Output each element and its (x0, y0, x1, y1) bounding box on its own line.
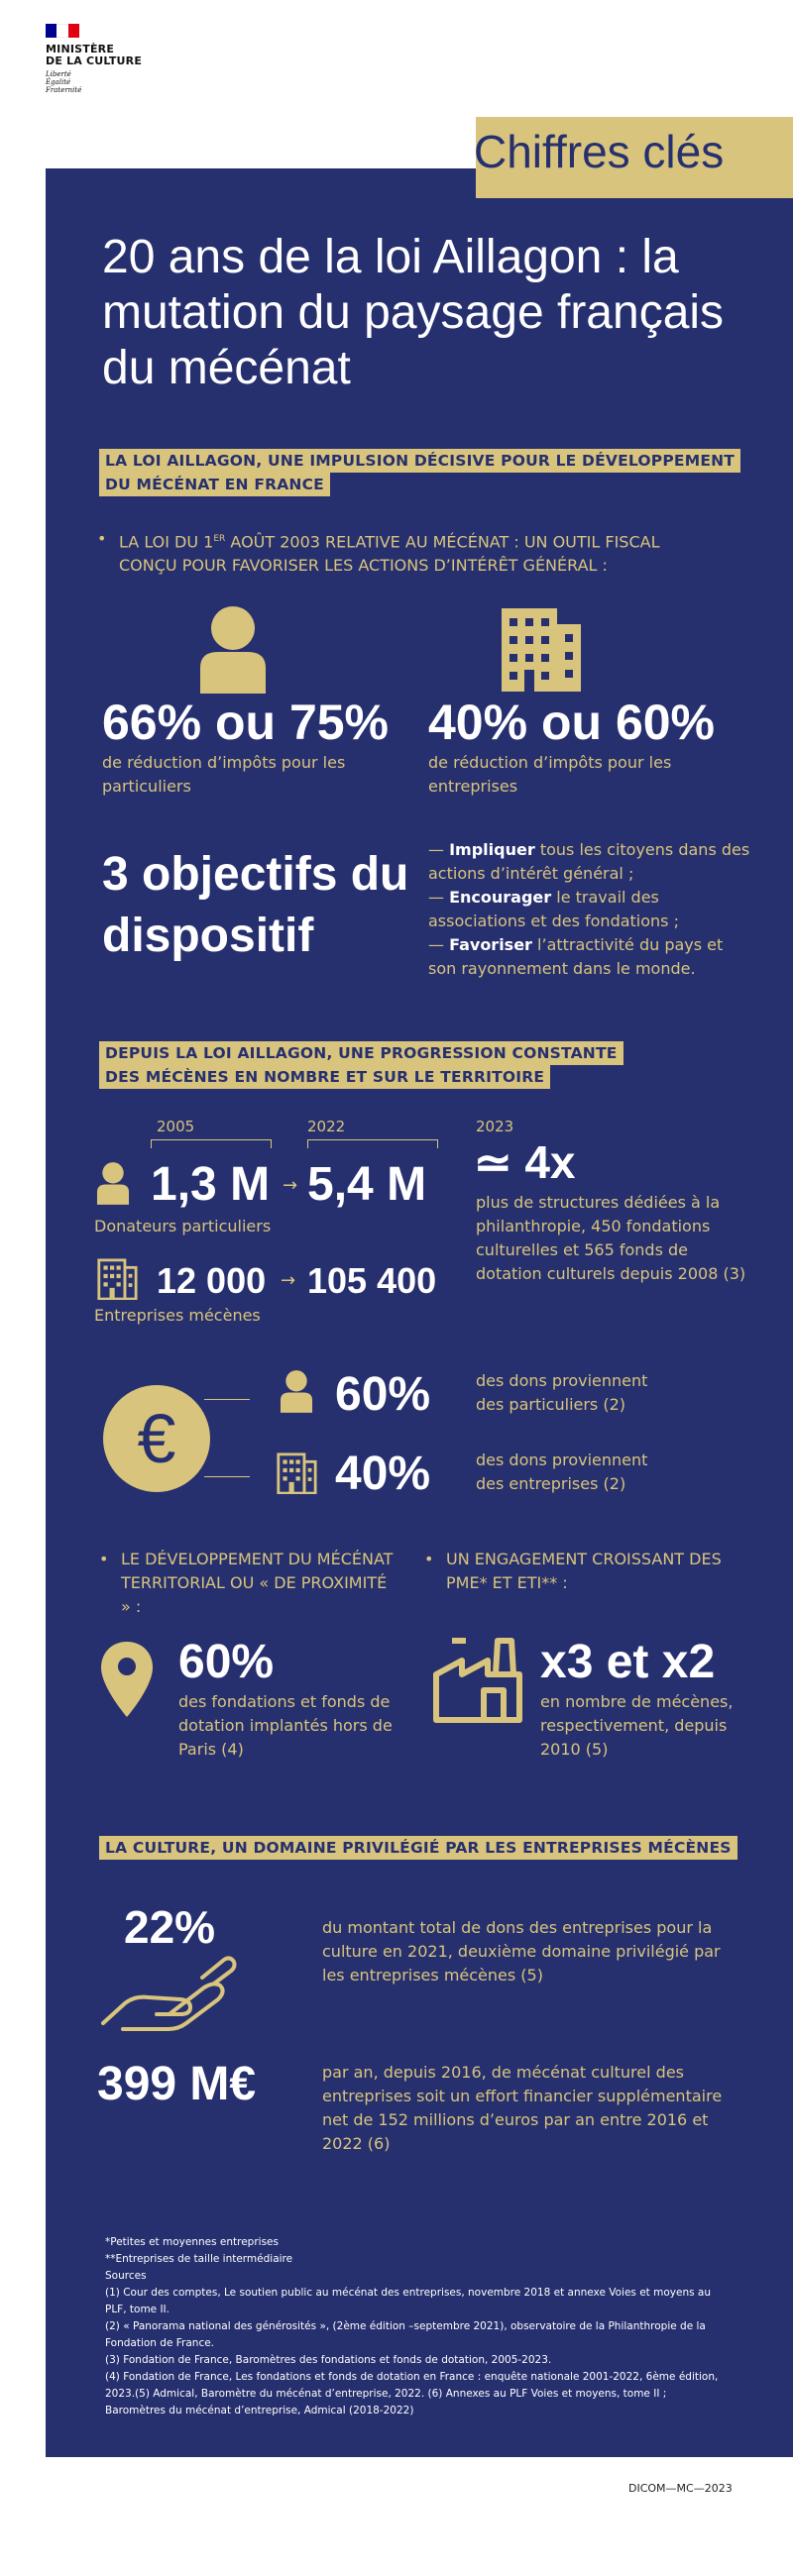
bullet-text: LA LOI DU 1 (119, 532, 214, 552)
culture-amount-value: 399 M€ (97, 2058, 257, 2110)
companies-2022-value: 105 400 (307, 1260, 437, 1301)
source-line: (3) Fondation de France, Baromètres des fondations et fonds de dotation, 2005-2023. (105, 2354, 552, 2366)
share-companies-desc: des dons proviennent des entreprises (2) (476, 1450, 648, 1493)
factory-icon (432, 1635, 523, 1724)
bullet-text: AOÛT 2003 RELATIVE AU MÉCÉNAT : UN OUTIL FISCAL CONÇU POUR FAVORISER LES ACTIONS D’INTÉRÊT GÉNÉRAL : (119, 532, 660, 576)
company-tax-desc: de réduction d’impôts pour les entreprises (428, 753, 672, 796)
section-label-2 (99, 1041, 623, 1089)
section-label-line: DES MÉCÈNES EN NOMBRE ET SUR LE TERRITOIRE (99, 1065, 550, 1089)
source-line: **Entreprises de taille intermédiaire (105, 2253, 293, 2265)
structures-value: ≃ 4x (474, 1136, 576, 1188)
arrow-right-icon: → (283, 1175, 298, 1196)
objective-item: — Impliquer tous les citoyens dans des actions d’intérêt général ; (428, 840, 750, 883)
donors-2005-value: 1,3 M (151, 1158, 271, 1211)
companies-label: Entreprises mécènes (94, 1306, 261, 1325)
year-bracket (151, 1139, 272, 1148)
source-line: Sources (105, 2270, 147, 2282)
republic-flag-logo (46, 24, 79, 38)
ministry-name: MINISTÈRE DE LA CULTURE (46, 43, 143, 67)
building-icon (96, 1258, 138, 1300)
source-line: (4) Fondation de France, Les fondations et fonds de dotation en France : enquête nationale 2001-2022, 6ème édition, 2023.(5) Admical, Baromètre du mécénat d’entreprise, 2022. (6) Annexes au PLF Voies et moyens, tome II ; Baromètres du mécénat d’entreprise, Admical (2018-2022) (105, 2371, 719, 2416)
pme-desc: en nombre de mécènes, respectivement, depuis 2010 (5) (540, 1692, 734, 1759)
republic-motto: Liberté Égalité Fraternité (46, 70, 82, 94)
territorial-desc: des fondations et fonds de dotation implantés hors de Paris (4) (178, 1692, 393, 1759)
source-line: (1) Cour des comptes, Le soutien public au mécénat des entreprises, novembre 2018 et annexe Voies et moyens au PLF, tome II. (105, 2287, 712, 2315)
territorial-bullet: • LE DÉVELOPPEMENT DU MÉCÉNAT TERRITORIAL OU « DE PROXIMITÉ » : (121, 1548, 398, 1619)
culture-amount-desc: par an, depuis 2016, de mécénat culturel des entreprises soit un effort financier supplémentaire net de 152 millions d’euros par an entre 2016 et 2022 (6) (322, 2063, 723, 2153)
objective-item: — Encourager le travail des associations et des fondations ; (428, 888, 679, 930)
giving-hand-icon (99, 1952, 238, 2031)
section-label-line: LA CULTURE, UN DOMAINE PRIVILÉGIÉ PAR LES ENTREPRISES MÉCÈNES (99, 1836, 737, 1860)
section-label-3 (99, 1836, 737, 1860)
companies-2005-value: 12 000 (157, 1260, 267, 1301)
law-bullet (119, 527, 674, 578)
source-line: *Petites et moyennes entreprises (105, 2236, 279, 2248)
year-2005: 2005 (157, 1118, 195, 1135)
year-2023: 2023 (476, 1118, 514, 1135)
person-icon (280, 1369, 313, 1413)
share-individuals-value: 60% (335, 1368, 431, 1421)
page-title: 20 ans de la loi Aillagon : la mutation du paysage français du mécénat (102, 231, 725, 394)
share-individuals-desc: des dons proviennent des particuliers (2) (476, 1371, 648, 1414)
location-pin-icon (99, 1640, 155, 1719)
share-companies-value: 40% (335, 1448, 431, 1500)
sources-block (105, 2234, 726, 2419)
objectives-list (428, 838, 755, 981)
donors-label: Donateurs particuliers (94, 1217, 272, 1235)
company-tax-value: 40% ou 60% (428, 695, 716, 750)
culture-share-value: 22% (124, 1901, 216, 1953)
structures-desc: plus de structures dédiées à la philanthropie, 450 fondations culturelles et 565 fonds de dotation culturels depuis 2008 (3) (476, 1193, 746, 1283)
header-tab-label: Chiffres clés (474, 126, 725, 177)
arrow-right-icon: → (281, 1270, 296, 1291)
territorial-value: 60% (178, 1636, 275, 1688)
pme-value: x3 et x2 (540, 1636, 716, 1688)
bullet-superscript: ER (213, 534, 226, 544)
person-icon (198, 604, 268, 694)
individual-tax-value: 66% ou 75% (102, 695, 390, 750)
section-label-line: LA LOI AILLAGON, UNE IMPULSION DÉCISIVE POUR LE DÉVELOPPEMENT (99, 449, 740, 473)
euro-symbol: € (137, 1400, 176, 1477)
footer-credit: DICOM—MC—2023 (628, 2482, 733, 2495)
pme-bullet: • UN ENGAGEMENT CROISSANT DES PME* ET ETI** : (446, 1548, 724, 1595)
connector-line (204, 1399, 250, 1416)
person-icon (96, 1161, 130, 1205)
individual-tax-desc: de réduction d’impôts pour les particuliers (102, 753, 346, 796)
connector-line (204, 1476, 250, 1479)
year-bracket (307, 1139, 438, 1148)
year-2022: 2022 (307, 1118, 346, 1135)
objective-item: — Favoriser l’attractivité du pays et son rayonnement dans le monde. (428, 935, 724, 978)
source-line: (2) « Panorama national des générosités », (2ème édition –septembre 2021), observatoire de la Philanthropie de la Fondation de France. (105, 2320, 706, 2349)
donors-2022-value: 5,4 M (307, 1158, 427, 1211)
section-label-line: DU MÉCÉNAT EN FRANCE (99, 473, 330, 496)
section-label-1 (99, 449, 740, 496)
building-icon (276, 1452, 317, 1494)
section-label-line: DEPUIS LA LOI AILLAGON, UNE PROGRESSION CONSTANTE (99, 1041, 623, 1065)
objectives-title: 3 objectifs du dispositif (102, 848, 409, 962)
culture-share-desc: du montant total de dons des entreprises pour la culture en 2021, deuxième domaine privilégié par les entreprises mécènes (5) (322, 1918, 721, 1985)
building-icon (496, 604, 585, 694)
